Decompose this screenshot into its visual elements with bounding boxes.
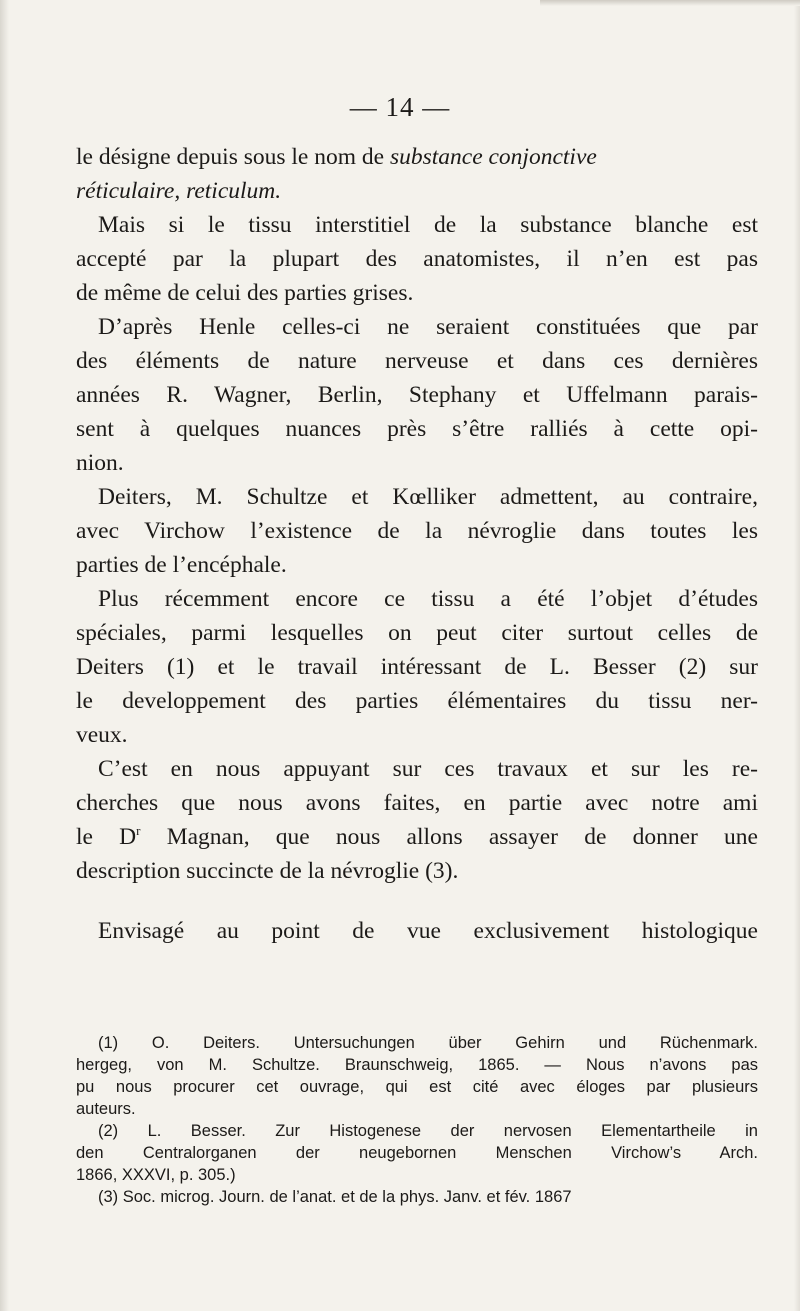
text-line: cherches que nous avons faites, en partie avec notre ami <box>76 790 758 816</box>
footnote-line: herg​eg, von M. Schultze. Braunschweig, 1865. — Nous n’avons pas <box>76 1056 758 1074</box>
text-line: veux. <box>76 722 128 748</box>
text-line: parties de l’encéphale. <box>76 552 287 578</box>
text-line: accepté par la plupart des anatomistes, il n’en est pas <box>76 246 758 272</box>
paragraph-start: Deiters, M. Schultze et Kœlliker admettent, au contraire, <box>98 484 758 510</box>
paragraph-start: C’est en nous appuyant sur ces travaux et sur les re- <box>98 756 758 782</box>
paragraph-start: Envisagé au point de vue exclusivement histologique <box>98 918 758 944</box>
text-line: le désigne depuis sous le nom de substance conjonctive <box>76 144 597 170</box>
footnotes <box>76 1032 758 1208</box>
body-text <box>76 140 758 948</box>
paragraph-start: Mais si le tissu interstitiel de la substance blanche est <box>98 212 758 238</box>
text-line: années R. Wagner, Berlin, Stephany et Uffelmann parais- <box>76 382 758 408</box>
text-line: spéciales, parmi lesquelles on peut citer surtout celles de <box>76 620 758 646</box>
italic-phrase: substance conjonctive <box>389 144 597 170</box>
footnote-line: (1) O. Deiters. Untersuchungen über Gehirn und Rüchenmark. <box>98 1034 758 1052</box>
text-line: nion. <box>76 450 124 476</box>
text-line: description succincte de la névroglie (3). <box>76 858 459 884</box>
text-line: réticulaire, reticulum. <box>76 178 282 204</box>
footnote-line: (2) L. Besser. Zur Histogenese der nervosen Elementartheile in <box>98 1122 758 1140</box>
superscript: r <box>136 823 141 839</box>
text-line: Deiters (1) et le travail intéressant de L. Besser (2) sur <box>76 654 758 680</box>
page-number: — 14 — <box>349 92 451 122</box>
paragraph-gap <box>76 888 758 914</box>
footnote-line: (3) Soc. microg. Journ. de l’anat. et de la phys. Janv. et fév. 1867 <box>98 1188 572 1206</box>
text-line: sent à quelques nuances près s’être ralliés à cette opi- <box>76 416 758 442</box>
page-edge-top <box>540 0 800 6</box>
text-line: des éléments de nature nerveuse et dans ces dernières <box>76 348 758 374</box>
footnote-line: auteurs. <box>76 1100 136 1118</box>
page-edge-left <box>0 0 9 1311</box>
footnote-line: 1866, XXXVI, p. 305.) <box>76 1166 236 1184</box>
paragraph-start: Plus récemment encore ce tissu a été l’objet d’études <box>98 586 758 612</box>
text-line: avec Virchow l’existence de la névroglie dans toutes les <box>76 518 758 544</box>
text-line: le developpement des parties élémentaires du tissu ner- <box>76 688 758 714</box>
footnote-line: pu nous procurer cet ouvrage, qui est cité avec éloges par plusieurs <box>76 1078 758 1096</box>
text-line: le $D^r$ Magnan, que nous allons assayer de donner une <box>76 823 758 850</box>
text-line: de même de celui des parties grises. <box>76 280 414 306</box>
footnote-line: den Centralorganen der neugebornen Menschen Virchow’s Arch. <box>76 1144 758 1162</box>
paragraph-start: D’après Henle celles-ci ne seraient constituées que par <box>98 314 758 340</box>
page-edge-right <box>794 0 800 1311</box>
